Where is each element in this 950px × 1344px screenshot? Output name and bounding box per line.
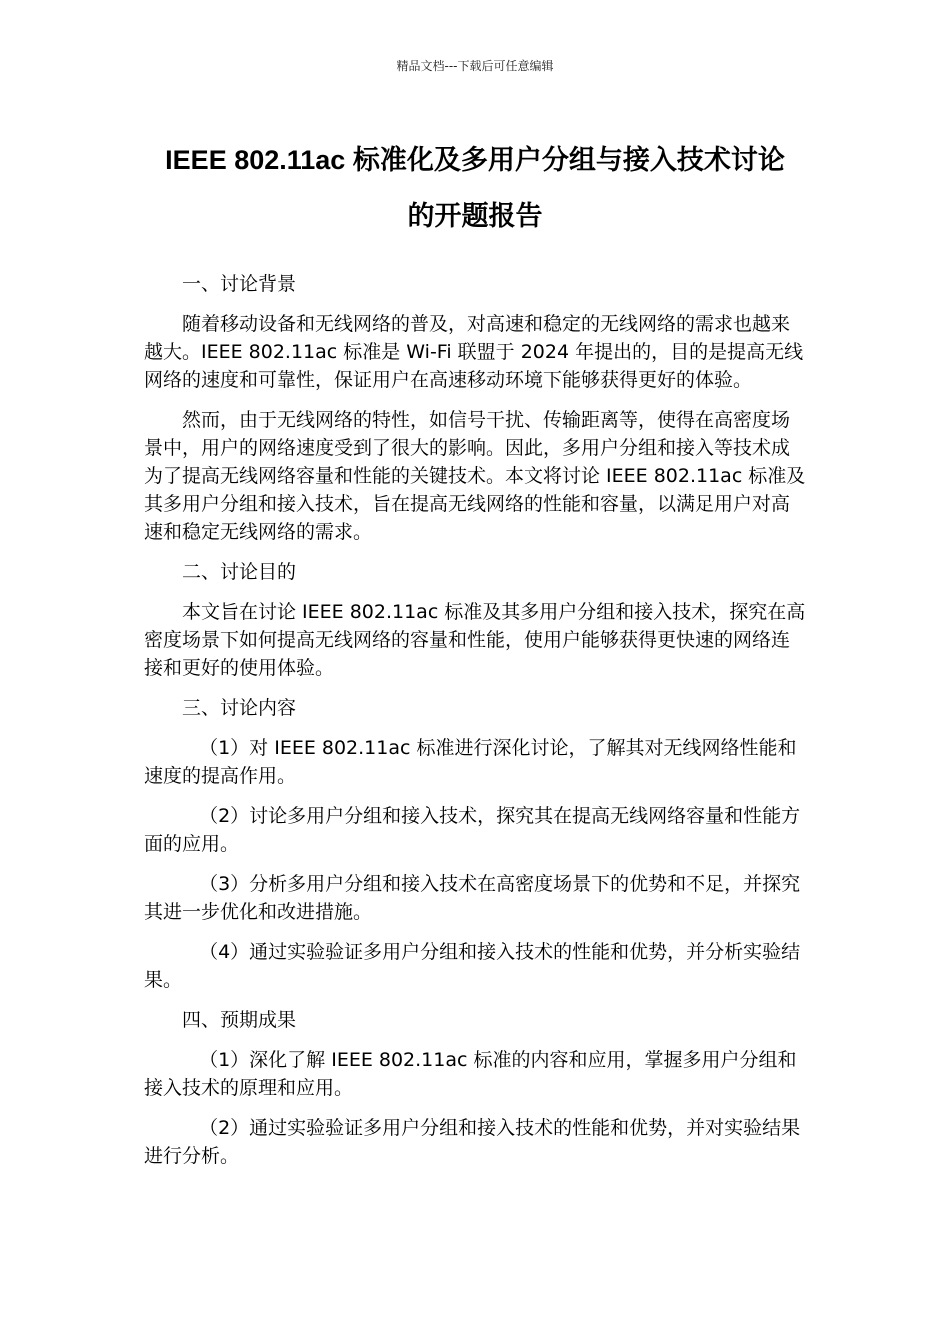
paragraph-background-2: 然而，由于无线网络的特性，如信号干扰、传输距离等，使得在高密度场景中，用户的网络速度受到了很大的影响。因此，多用户分组和接入等技术成为了提高无线网络容量和性能的关键技术。本文将讨论 IEEE 802.11ac 标准及其多用户分组和接入技术，旨在提高无线网络的性能和容量，以满足用户对高速和稳定无线网络的需求。 [144,409,806,543]
results-item-2: （2）通过实验验证多用户分组和接入技术的性能和优势，并对实验结果进行分析。 [144,1117,801,1167]
results-item-1: （1）深化了解 IEEE 802.11ac 标准的内容和应用，掌握多用户分组和接入技术的原理和应用。 [144,1049,797,1099]
content-item-2: （2）讨论多用户分组和接入技术，探究其在提高无线网络容量和性能方面的应用。 [144,805,801,855]
content-item-4: （4）通过实验验证多用户分组和接入技术的性能和优势，并分析实验结果。 [144,941,801,991]
content-item-3: （3）分析多用户分组和接入技术在高密度场景下的优势和不足，并探究其进一步优化和改进措施。 [144,873,801,923]
header-note: 精品文档---下载后可任意编辑 [396,59,554,73]
document-title [120,132,830,244]
paragraph-background-1: 随着移动设备和无线网络的普及，对高速和稳定的无线网络的需求也越来越大。IEEE 802.11ac 标准是 Wi-Fi 联盟于 2024 年提出的，目的是提高无线网络的速度和可靠性，保证用户在高速移动环境下能够获得更好的体验。 [144,313,804,391]
section-heading-content: 三、讨论内容 [182,697,297,719]
content-item-1: （1）对 IEEE 802.11ac 标准进行深化讨论，了解其对无线网络性能和速度的提高作用。 [144,737,797,787]
paragraph-purpose: 本文旨在讨论 IEEE 802.11ac 标准及其多用户分组和接入技术，探究在高密度场景下如何提高无线网络的容量和性能，使用户能够获得更快速的网络连接和更好的使用体验。 [144,601,806,679]
section-heading-background: 一、讨论背景 [182,273,297,295]
document-title-line-2: 的开题报告 [407,201,543,231]
section-heading-results: 四、预期成果 [182,1009,297,1031]
document-title-line-1: IEEE 802.11ac 标准化及多用户分组与接入技术讨论 [165,145,785,175]
section-heading-purpose: 二、讨论目的 [182,561,297,583]
document-body [144,270,806,1182]
